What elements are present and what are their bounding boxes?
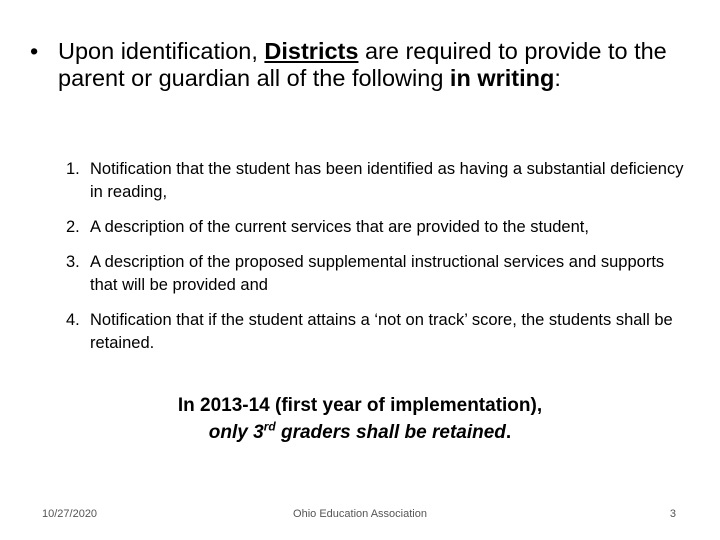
callout-line-1: In 2013-14 (first year of implementation), <box>177 395 543 416</box>
callout-line-2-b: graders shall be retained <box>275 422 506 443</box>
list-item <box>66 251 686 297</box>
list-item <box>66 158 686 204</box>
districts-emphasis: Districts <box>264 38 359 64</box>
in-writing-emphasis: in writing <box>449 65 555 91</box>
list-item-text: Notification that the student has been identified as having a substantial deficiency in reading, <box>90 160 684 201</box>
list-item-number: 2. <box>66 218 80 236</box>
bullet-icon: • <box>30 38 39 64</box>
main-bullet <box>30 38 690 92</box>
list-item-number: 3. <box>66 253 80 271</box>
requirements-list <box>66 158 686 367</box>
callout-line-2 <box>100 419 620 446</box>
callout-line-2-a: only 3 <box>208 422 264 443</box>
list-item-number: 4. <box>66 311 80 329</box>
list-item-text: A description of the current services that are provided to the student, <box>90 218 589 236</box>
list-item <box>66 216 686 239</box>
list-item-text: Notification that if the student attains a ‘not on track’ score, the students shall be retained. <box>90 311 673 352</box>
callout-period: . <box>505 422 512 443</box>
list-item-text: A description of the proposed supplemental instructional services and supports that will be provided and <box>90 253 665 294</box>
footer-date: 10/27/2020 <box>42 508 98 520</box>
list-item-number: 1. <box>66 160 80 178</box>
bullet-text-part1: Upon identification, <box>58 38 265 64</box>
bullet-text <box>58 38 690 92</box>
footer-organization: Ohio Education Association <box>293 508 427 520</box>
list-item <box>66 309 686 355</box>
bullet-text-part2: are required to provide to the parent or guardian all of the following <box>58 38 667 91</box>
retention-callout <box>100 392 620 446</box>
footer-page-number: 3 <box>669 508 676 520</box>
bullet-colon: : <box>554 65 561 91</box>
callout-superscript: rd <box>263 419 276 434</box>
